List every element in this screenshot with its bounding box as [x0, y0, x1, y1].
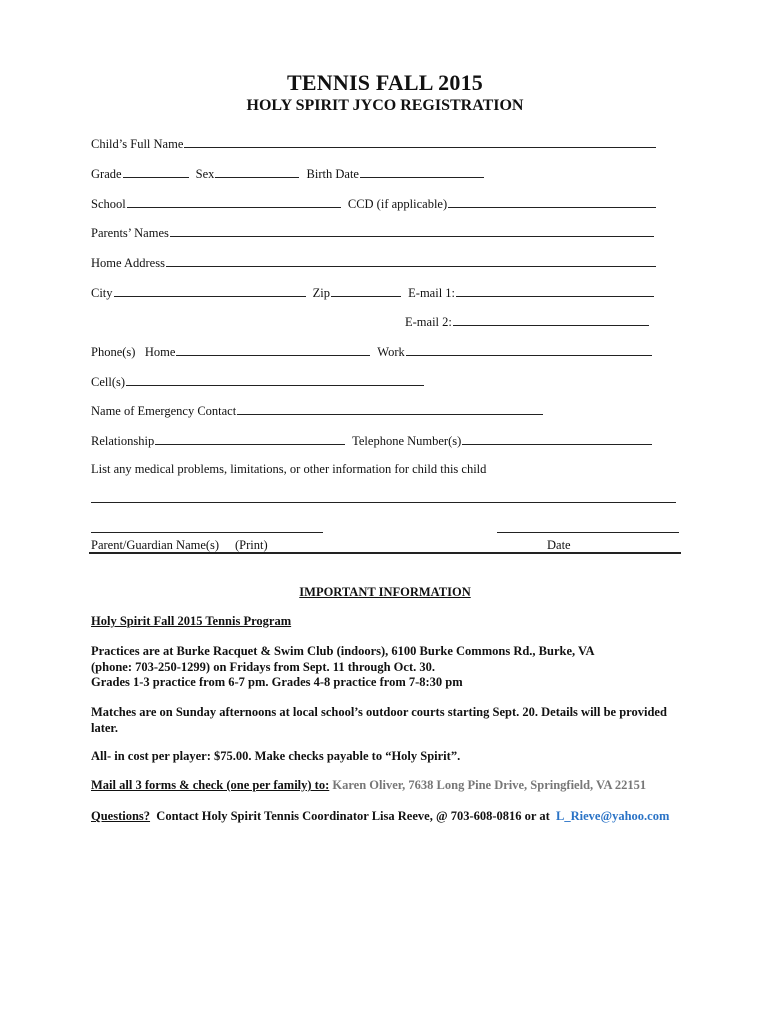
page-subtitle: HOLY SPIRIT JYCO REGISTRATION	[246, 97, 524, 114]
medical-label: List any medical problems, limitations, or other information for child this child	[91, 462, 487, 476]
questions-info	[91, 809, 681, 825]
ccd-label: CCD (if applicable)	[347, 197, 448, 211]
grade-field[interactable]	[123, 166, 189, 178]
date-label: Date	[547, 538, 571, 552]
guardian-name-field[interactable]	[91, 532, 323, 533]
city-field[interactable]	[114, 285, 306, 297]
school-field[interactable]	[127, 196, 341, 208]
practice-line-1: Practices are at Burke Racquet & Swim Club (indoors), 6100 Burke Commons Rd., Burke, VA	[91, 644, 595, 658]
home-phone-field[interactable]	[176, 344, 370, 356]
cost-info: All- in cost per player: $75.00. Make checks payable to “Holy Spirit”.	[91, 749, 461, 763]
grade-label: Grade	[91, 167, 122, 181]
birth-date-label: Birth Date	[306, 167, 359, 181]
phones-label: Phone(s)	[91, 345, 136, 359]
home-address-field[interactable]	[166, 255, 656, 267]
contact-email-link[interactable]: L_Rieve@yahoo.com	[556, 809, 670, 823]
birth-date-field[interactable]	[360, 166, 484, 178]
cell-field[interactable]	[126, 374, 424, 386]
email2-row	[405, 314, 653, 330]
home-address-row	[91, 255, 660, 271]
sex-label: Sex	[195, 167, 215, 181]
page-title: TENNIS FALL 2015	[287, 70, 483, 95]
practice-line-2: (phone: 703-250-1299) on Fridays from Sept. 11 through Oct. 30.	[91, 659, 435, 674]
practice-info	[91, 644, 681, 691]
guardian-name-label: Parent/Guardian Name(s)	[91, 538, 220, 552]
mail-label: Mail all 3 forms & check (one per family) to:	[91, 778, 330, 792]
email1-field[interactable]	[456, 285, 654, 297]
relationship-label: Relationship	[91, 434, 155, 448]
parents-names-label: Parents’ Names	[91, 226, 169, 240]
relationship-row	[91, 433, 656, 449]
mail-address: Karen Oliver, 7638 Long Pine Drive, Springfield, VA 22151	[332, 778, 647, 792]
emergency-contact-row	[91, 403, 547, 419]
city-zip-email-row	[91, 285, 658, 301]
cell-label: Cell(s)	[91, 375, 126, 389]
school-label: School	[91, 197, 126, 211]
questions-text: Contact Holy Spirit Tennis Coordinator Lisa Reeve, @ 703-608-0816 or at	[156, 809, 550, 823]
telephone-field[interactable]	[462, 433, 652, 445]
emergency-contact-label: Name of Emergency Contact	[91, 404, 237, 418]
emergency-contact-field[interactable]	[237, 403, 543, 415]
grade-sex-birth-row	[91, 166, 488, 182]
sex-field[interactable]	[215, 166, 299, 178]
home-phone-label: Home	[144, 345, 176, 359]
relationship-field[interactable]	[155, 433, 345, 445]
date-field[interactable]	[497, 532, 679, 533]
zip-label: Zip	[312, 286, 331, 300]
practice-line-3: Grades 1-3 practice from 6-7 pm. Grades 4-8 practice from 7-8:30 pm	[91, 675, 463, 689]
parents-names-field[interactable]	[170, 225, 654, 237]
school-ccd-row	[91, 196, 660, 212]
email2-field[interactable]	[453, 314, 649, 326]
home-address-label: Home Address	[91, 256, 165, 270]
matches-info: Matches are on Sunday afternoons at local school’s outdoor courts starting Sept. 20. Details will be provided later.	[91, 705, 667, 735]
parents-names-row	[91, 225, 658, 241]
telephone-label: Telephone Number(s)	[352, 434, 462, 448]
phones-row	[91, 344, 656, 360]
medical-field[interactable]	[91, 502, 676, 503]
section-divider	[89, 552, 681, 554]
ccd-field[interactable]	[448, 196, 656, 208]
program-heading: Holy Spirit Fall 2015 Tennis Program	[91, 614, 292, 628]
cell-row	[91, 374, 428, 390]
zip-field[interactable]	[331, 285, 401, 297]
mail-info	[91, 778, 681, 794]
questions-label: Questions?	[91, 809, 151, 823]
city-label: City	[91, 286, 113, 300]
important-info-heading: IMPORTANT INFORMATION	[299, 585, 471, 599]
work-phone-label: Work	[377, 345, 405, 359]
child-name-label: Child’s Full Name	[91, 137, 184, 151]
work-phone-field[interactable]	[406, 344, 652, 356]
email2-label: E-mail 2:	[405, 315, 452, 329]
child-name-field[interactable]	[184, 136, 656, 148]
email1-label: E-mail 1:	[408, 286, 456, 300]
child-name-row	[91, 136, 660, 152]
print-label: (Print)	[235, 538, 268, 552]
